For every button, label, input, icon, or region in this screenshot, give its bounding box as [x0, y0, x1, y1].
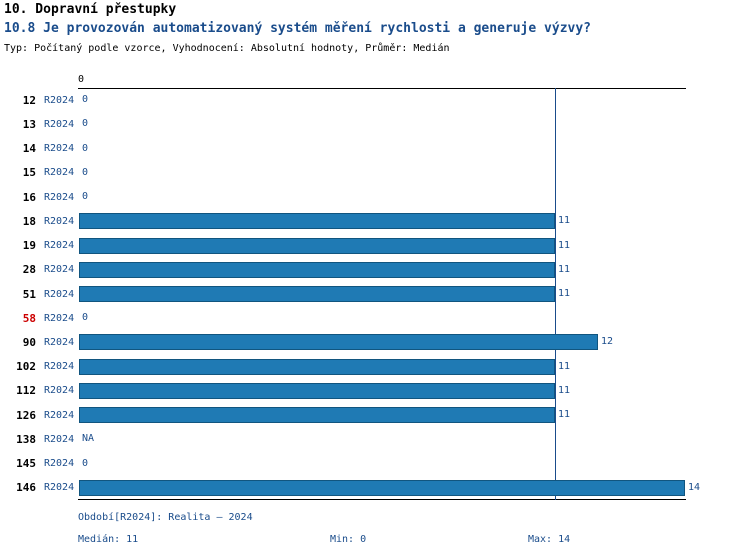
bar[interactable] — [79, 238, 555, 254]
bar-value-label: 0 — [82, 118, 89, 130]
bar-value-label: 0 — [82, 94, 89, 106]
bar-fill — [79, 407, 555, 423]
table-row[interactable] — [0, 137, 750, 161]
row-category-label: 14 — [22, 142, 36, 156]
table-row[interactable] — [0, 427, 750, 451]
bar-rows — [0, 88, 750, 500]
row-series-label: R2024 — [44, 409, 75, 421]
bar-fill — [79, 334, 598, 350]
table-row[interactable] — [0, 282, 750, 306]
table-row[interactable] — [0, 209, 750, 233]
row-series-label: R2024 — [44, 118, 75, 130]
legend-label: Období[R2024]: Realita – 2024 — [78, 512, 253, 523]
row-series-label: R2024 — [44, 143, 75, 155]
bar[interactable] — [79, 407, 555, 423]
table-row[interactable] — [0, 185, 750, 209]
bar-value-label: 11 — [558, 239, 571, 251]
row-category-label: 51 — [22, 287, 36, 301]
table-row[interactable] — [0, 403, 750, 427]
row-series-label: R2024 — [44, 482, 75, 494]
table-row[interactable] — [0, 452, 750, 476]
bar[interactable] — [79, 262, 555, 278]
row-series-label: R2024 — [44, 264, 75, 276]
bar-value-label: 11 — [558, 288, 571, 299]
row-category-label: 138 — [16, 432, 36, 446]
row-category-label: 145 — [16, 457, 36, 471]
bar-fill — [79, 238, 555, 254]
table-row[interactable] — [0, 112, 750, 136]
row-series-label: R2024 — [44, 361, 75, 373]
chart-subtitle: Typ: Počítaný podle vzorce, Vyhodnocení: Absolutní hodnoty, Průměr: Medián — [4, 43, 450, 54]
row-series-label: R2024 — [44, 288, 75, 300]
table-row[interactable] — [0, 306, 750, 330]
row-category-label: 13 — [22, 117, 36, 131]
row-category-label: 58 — [22, 311, 36, 325]
table-row[interactable] — [0, 476, 750, 500]
row-series-label: R2024 — [44, 167, 75, 179]
bar-fill — [79, 213, 555, 229]
row-series-label: R2024 — [44, 336, 75, 348]
bar-value-label: 0 — [82, 312, 89, 324]
row-series-label: R2024 — [44, 94, 75, 106]
bar-value-label: 11 — [558, 409, 571, 421]
row-series-label: R2024 — [44, 433, 75, 445]
row-series-label: R2024 — [44, 385, 75, 397]
row-series-label: R2024 — [44, 240, 75, 252]
bar[interactable] — [79, 359, 555, 375]
table-row[interactable] — [0, 379, 750, 403]
bar-value-label: 11 — [558, 215, 571, 227]
row-series-label: R2024 — [44, 458, 75, 470]
row-category-label: 146 — [16, 481, 36, 495]
max-label: Max: 14 — [528, 534, 571, 545]
bar-value-label: 14 — [688, 481, 701, 493]
table-row[interactable] — [0, 330, 750, 354]
row-series-label: R2024 — [44, 191, 75, 203]
bar-value-label: 0 — [82, 142, 89, 154]
bar-value-label: NA — [82, 433, 95, 445]
bar-fill — [79, 383, 555, 399]
table-row[interactable] — [0, 258, 750, 282]
row-category-label: 28 — [22, 263, 36, 277]
bar-value-label: 11 — [558, 384, 571, 396]
row-series-label: R2024 — [44, 215, 75, 227]
bar[interactable] — [79, 213, 555, 229]
row-category-label: 19 — [22, 239, 36, 253]
chart-title: 10.8 Je provozován automatizovaný systém měření rychlosti a generuje výzvy? — [4, 21, 591, 36]
table-row[interactable] — [0, 161, 750, 185]
page-title: 10. Dopravní přestupky — [4, 2, 177, 17]
bar-value-label: 0 — [82, 457, 89, 469]
row-category-label: 16 — [22, 190, 36, 204]
bar-fill — [79, 286, 555, 302]
bar[interactable] — [79, 383, 555, 399]
row-category-label: 102 — [16, 360, 36, 374]
bar-fill — [79, 262, 555, 278]
axis-zero-label: 0 — [78, 74, 85, 85]
row-category-label: 18 — [22, 214, 36, 228]
table-row[interactable] — [0, 355, 750, 379]
min-label: Min: 0 — [330, 534, 367, 545]
row-category-label: 126 — [16, 408, 36, 422]
bar-value-label: 12 — [601, 336, 614, 348]
row-category-label: 12 — [22, 93, 36, 107]
bar[interactable] — [79, 286, 555, 302]
bar-fill — [79, 480, 685, 496]
table-row[interactable] — [0, 88, 750, 112]
row-category-label: 112 — [16, 384, 36, 398]
row-series-label: R2024 — [44, 312, 75, 324]
bar-value-label: 11 — [558, 263, 571, 275]
bar-fill — [79, 359, 555, 375]
row-category-label: 90 — [22, 335, 36, 349]
median-label: Medián: 11 — [78, 534, 139, 545]
row-category-label: 15 — [22, 166, 36, 180]
bar-value-label: 0 — [82, 191, 89, 203]
bar-value-label: 0 — [82, 166, 89, 178]
bar-value-label: 11 — [558, 360, 571, 372]
bar[interactable] — [79, 480, 685, 496]
bar[interactable] — [79, 334, 598, 350]
table-row[interactable] — [0, 234, 750, 258]
